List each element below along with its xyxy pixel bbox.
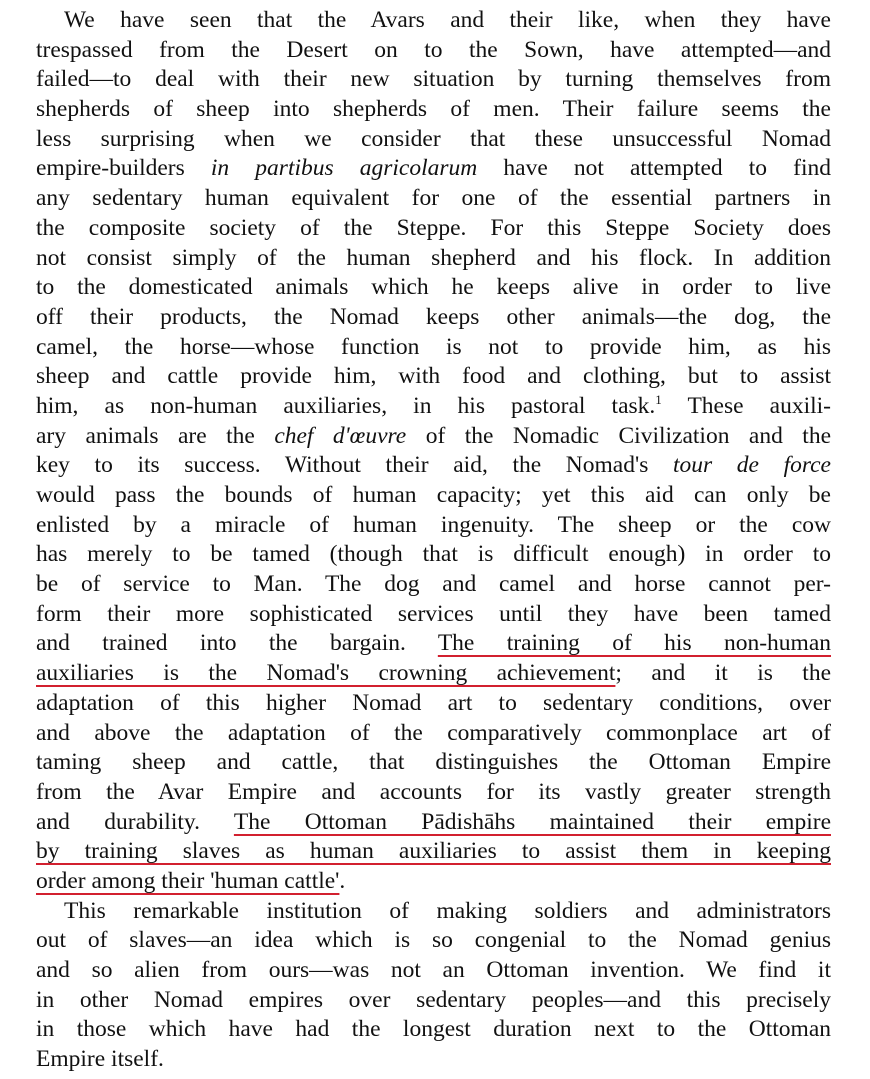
footnote-marker[interactable]: 1: [655, 391, 662, 407]
book-page: [36, 6, 831, 1075]
highlighted-phrase: order among their 'human cattle': [36, 867, 340, 894]
text-segment: and trained into the bargain.: [36, 630, 406, 657]
text-segment: have not attempted to find: [503, 155, 832, 182]
text-segment: These auxili-: [687, 392, 831, 419]
text-line: shepherds of sheep into shepherds of men. Their failure seems the: [36, 96, 831, 123]
text-line: [36, 659, 831, 689]
text-line: enlisted by a miracle of human ingenuity. The sheep or the cow: [36, 511, 831, 538]
text-line: to the domesticated animals which he keeps alive in order to live: [36, 274, 831, 301]
text-line: in other Nomad empires over sedentary peoples—and this precisely: [36, 986, 831, 1013]
italic-phrase: tour de force: [672, 452, 831, 479]
text-line: [36, 451, 831, 481]
text-line: and so alien from ours—was not an Ottoman invention. We find it: [36, 957, 831, 983]
text-segment: .: [339, 867, 346, 894]
text-segment: and durability.: [36, 808, 200, 835]
text-line: any sedentary human equivalent for one of the essential partners in: [36, 185, 831, 212]
highlighted-phrase: by training slaves as human auxiliaries to assist them in keeping: [36, 838, 831, 865]
text-line: adaptation of this higher Nomad art to sedentary conditions, over: [36, 689, 831, 716]
text-segment: of the Nomadic Civilization and the: [425, 422, 831, 449]
text-segment: key to its success. Without their aid, the Nomad's: [36, 452, 649, 479]
text-segment: empire-builders: [36, 155, 185, 182]
text-segment: him, as non-human auxiliaries, in his pastoral task.: [36, 392, 656, 419]
text-line: be of service to Man. The dog and camel and horse cannot per-: [36, 571, 831, 598]
highlighted-phrase: auxiliaries is the Nomad's crowning achievement: [36, 660, 616, 687]
text-line: [36, 422, 831, 452]
text-line: from the Avar Empire and accounts for its vastly greater strength: [36, 778, 831, 805]
text-line: the composite society of the Steppe. For this Steppe Society does: [36, 214, 831, 241]
text-segment: ary animals are the: [36, 422, 255, 449]
text-line: failed—to deal with their new situation by turning themselves from: [36, 66, 831, 93]
text-line: [36, 392, 831, 422]
paragraph-1: [36, 6, 831, 897]
text-line: Empire itself.: [36, 1046, 164, 1073]
text-line: [36, 867, 831, 897]
text-line: We have seen that the Avars and their like, when they have: [64, 7, 831, 33]
text-line: less surprising when we consider that these unsuccessful Nomad: [36, 125, 831, 152]
text-line: [36, 154, 831, 184]
highlighted-phrase: The training of his non-human: [437, 630, 831, 657]
text-line: [36, 837, 831, 867]
text-line: This remarkable institution of making soldiers and administrators: [64, 897, 831, 924]
paragraph-2: [36, 897, 831, 1075]
text-segment: ; and it is the: [615, 660, 831, 687]
text-line: camel, the horse—whose function is not to provide him, as his: [36, 333, 831, 360]
text-line: [36, 808, 831, 838]
text-line: taming sheep and cattle, that distinguishes the Ottoman Empire: [36, 749, 831, 776]
text-line: [36, 629, 831, 659]
text-line: has merely to be tamed (though that is difficult enough) in order to: [36, 541, 831, 568]
text-line: trespassed from the Desert on to the Sown, have attempted—and: [36, 36, 831, 63]
text-line: and above the adaptation of the comparatively commonplace art of: [36, 719, 831, 746]
text-line: out of slaves—an idea which is so congenial to the Nomad genius: [36, 927, 831, 954]
text-line: off their products, the Nomad keeps other animals—the dog, the: [36, 303, 831, 330]
italic-phrase: in partibus agricolarum: [210, 155, 478, 182]
highlighted-phrase: The Ottoman Pādishāhs maintained their empire: [233, 808, 831, 835]
italic-phrase: chef d'œuvre: [274, 422, 407, 449]
text-line: would pass the bounds of human capacity; yet this aid can only be: [36, 482, 831, 508]
text-line: in those which have had the longest duration next to the Ottoman: [36, 1016, 831, 1043]
text-line: sheep and cattle provide him, with food and clothing, but to assist: [36, 363, 831, 390]
text-line: form their more sophisticated services until they have been tamed: [36, 600, 831, 627]
text-line: not consist simply of the human shepherd and his flock. In addition: [36, 244, 831, 271]
